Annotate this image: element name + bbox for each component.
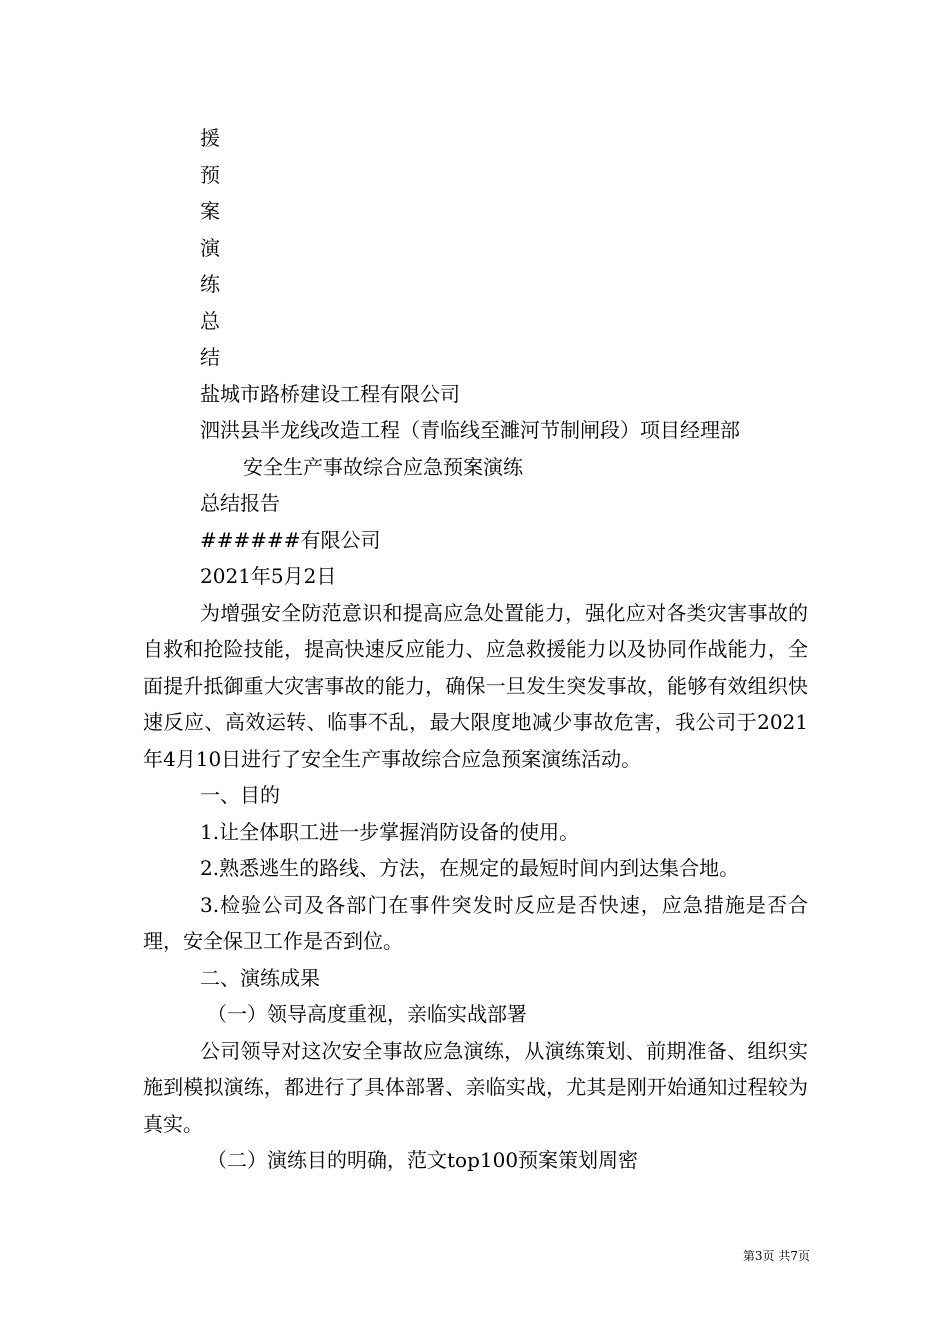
title-char: 援 (200, 126, 220, 150)
title-char: 结 (200, 345, 220, 369)
title-char: 演 (200, 235, 220, 260)
title-char: 练 (200, 272, 220, 296)
intro-paragraph: 为增强安全防范意识和提高应急处置能力，强化应对各类灾害事故的自救和抢险技能，提高快速反应能力、应急救援能力以及协同作战能力，全面提升抵御重大灾害事故的能力，确保一旦发生突发事故，能够有效组织快速反应、高效运转、临事不乱，最大限度地减少事故危害，我公司于2021年4月10日进行了安全生产事故综合应急预案演练活动。 (143, 600, 808, 771)
document-body (143, 120, 808, 1179)
company-name: 盐城市路桥建设工程有限公司 (200, 381, 460, 406)
project-name: 泗洪县半龙线改造工程（青临线至濉河节制闸段）项目经理部 (200, 418, 740, 442)
section1-item: 1.让全体职工进一步掌握消防设备的使用。 (200, 819, 580, 844)
report-subtitle: 总结报告 (200, 491, 280, 515)
page-number-footer: 第3页 共7页 (742, 1249, 810, 1263)
section1-title: 一、目的 (200, 783, 280, 807)
title-char: 案 (200, 199, 220, 223)
issuer: ######有限公司 (200, 527, 381, 552)
section2-title: 二、演练成果 (200, 965, 320, 990)
title-char: 预 (200, 162, 220, 187)
report-title: 安全生产事故综合应急预案演练 (243, 454, 523, 479)
subsection1-text: 公司领导对这次安全事故应急演练，从演练策划、前期准备、组织实施到模拟演练，都进行了具体部署、亲临实战，尤其是刚开始通知过程较为真实。 (143, 1038, 808, 1136)
report-date: 2021年5月2日 (200, 564, 337, 588)
section1-item: 2.熟悉逃生的路线、方法，在规定的最短时间内到达集合地。 (200, 856, 740, 880)
section1-item: 3.检验公司及各部门在事件突发时反应是否快速，应急措施是否合理，安全保卫工作是否到位。 (143, 892, 808, 953)
subsection2-title: （二）演练目的明确，范文top100预案策划周密 (207, 1148, 639, 1172)
title-char: 总 (200, 308, 220, 333)
subsection1-title: （一）领导高度重视，亲临实战部署 (207, 1002, 527, 1026)
